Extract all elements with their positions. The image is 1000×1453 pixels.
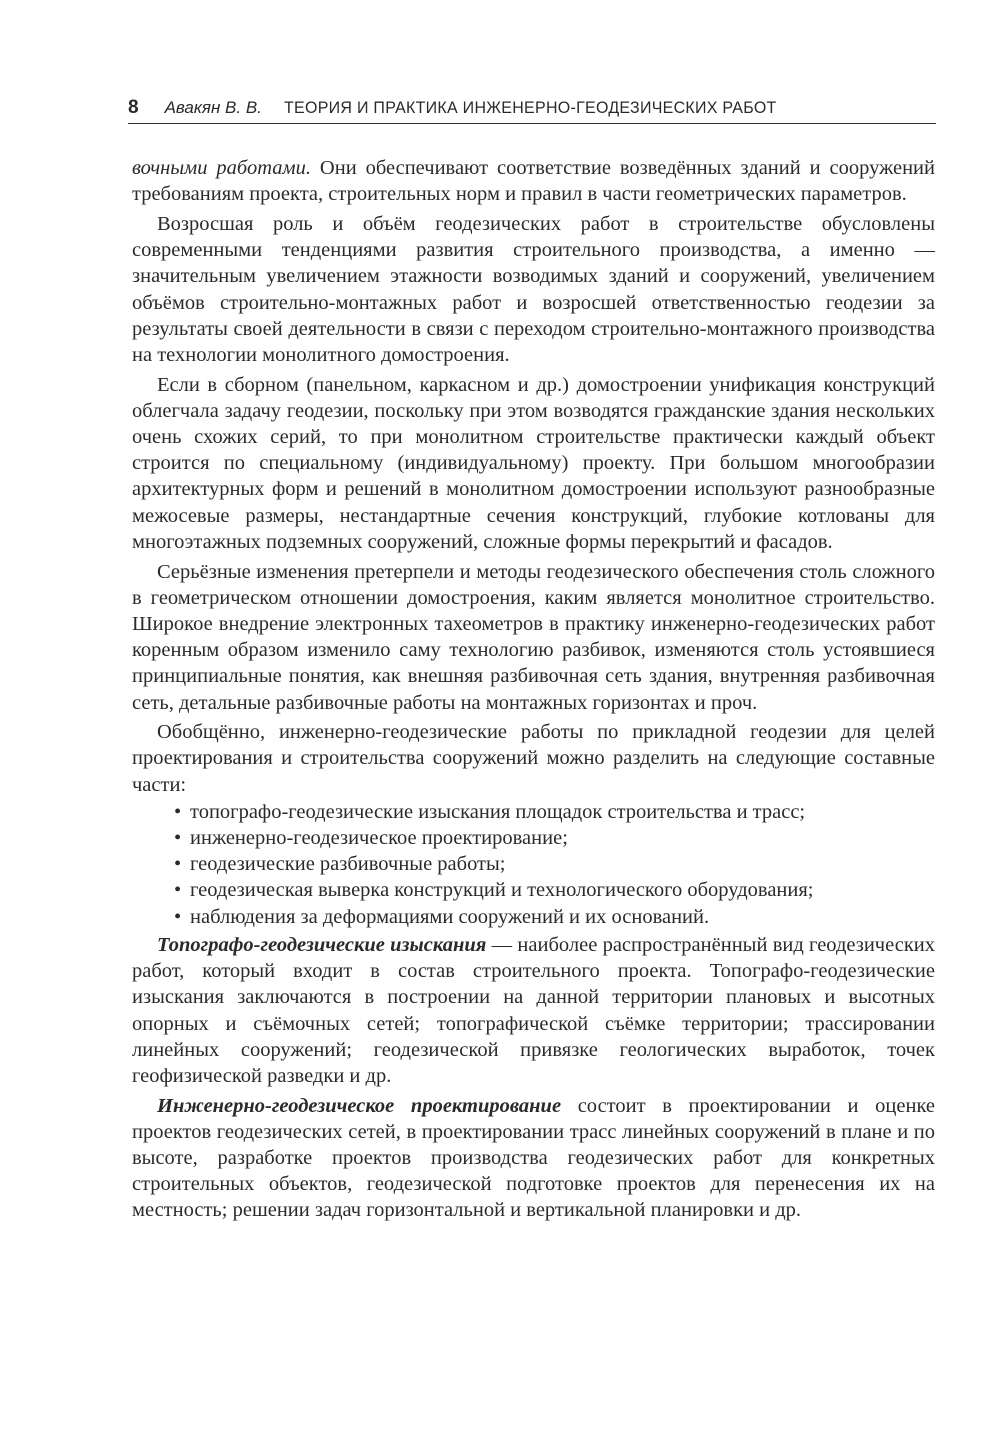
list-item-text: геодезические разбивочные работы; — [190, 853, 506, 876]
paragraph-prefab-vs-monolithic: Если в сборном (панельном, каркасном и др.) домостроении унификация конструкций облегчала задачу геодезии, поскольку при этом возводятся гражданские здания нескольких очень схожих серий, то при монолитном строительстве практически каждый объект строится по специальному (индивидуальному) проекту. При большом многообразии архитектурных форм и решений в монолитном домостроении используют разнообразные межосевые размеры, нестандартные сечения конструкций, глубокие котлованы для многоэтажных подземных сооружений, сложные формы перекрытий и фасадов. — [132, 373, 935, 553]
list-item — [132, 851, 935, 877]
paragraph-continuation — [132, 155, 935, 207]
list-item-text: наблюдения за деформациями сооружений и их оснований. — [190, 905, 710, 928]
paragraph-lead-italic: вочными работами. — [132, 157, 311, 179]
bullet-icon: • — [174, 853, 182, 876]
list-item — [132, 904, 935, 930]
bullet-icon: • — [174, 827, 182, 850]
bullet-icon: • — [174, 905, 182, 928]
page-number: 8 — [128, 97, 139, 118]
bullet-icon: • — [174, 800, 182, 823]
author-name: Авакян В. В. — [164, 98, 262, 117]
list-item-text: инженерно-геодезическое проектирование; — [190, 827, 568, 850]
paragraph-growing-role: Возросшая роль и объём геодезических работ в строительстве обусловлены современными тенденциями развития строительного производства, а именно — значительным увеличением этажности возводимых зданий и сооружений, увеличением объёмов строительно-монтажных работ и возросшей ответственностью геодезии за результаты своей деятельности в связи с переходом строительно-монтажного производства на технологии монолитного домостроения. — [132, 212, 935, 366]
paragraph-text: Они обеспечивают соответствие возведённых зданий и сооружений требованиям проекта, строительных норм и правил в части геометрических параметров. — [132, 157, 935, 206]
list-item-text: топографо-геодезические изыскания площадок строительства и трасс; — [190, 800, 806, 823]
paragraph-methods-changes: Серьёзные изменения претерпели и методы геодезического обеспечения столь сложного в геометрическом отношении домостроения, каким является монолитное строительство. Широкое внедрение электронных тахеометров в практику инженерно-геодезических работ коренным образом изменило саму технологию разбивок, изменяются столь устоявшиеся принципиальные понятия, как внешняя разбивочная сеть здания, внутренняя разбивочная сеть, детальные разбивочные работы на монтажных горизонтах и проч. — [132, 560, 935, 714]
list-item — [132, 799, 935, 825]
running-header — [128, 93, 936, 124]
list-item-text: геодезическая выверка конструкций и технологического оборудования; — [190, 879, 814, 902]
bullet-icon: • — [174, 879, 182, 902]
page-body — [132, 155, 935, 1224]
term-topographic-surveys: Топографо-геодезические изыскания — [157, 933, 487, 956]
list-item — [132, 877, 935, 903]
book-title: ТЕОРИЯ И ПРАКТИКА ИНЖЕНЕРНО-ГЕОДЕЗИЧЕСКИХ РАБОТ — [283, 98, 777, 117]
paragraph-text: — наиболее распространённый вид геодезических работ, который входит в состав строительного проекта. Топографо-геодезические изыскания заключаются в построении на данной территории плановых и высотных опорных и съёмочных сетей; топографической съёмке территории; трассировании линейных сооружений; геодезической привязке геологических выработок, точек геофизической разведки и др. — [132, 933, 936, 1087]
paragraph-geodetic-design — [132, 1093, 935, 1224]
list-item — [132, 825, 935, 851]
term-geodetic-design: Инженерно-геодезическое проектирование — [157, 1094, 562, 1117]
work-parts-list — [132, 799, 935, 930]
paragraph-text: состоит в проектировании и оценке проектов геодезических сетей, в проектировании трасс линейных сооружений в плане и по высоте, разработке проектов производства геодезических работ для конкретных строительных объектов, геодезической подготовке проектов для перенесения их на местность; решении задач горизонтальной и вертикальной планировки и др. — [132, 1094, 935, 1222]
paragraph-summary-intro: Обобщённо, инженерно-геодезические работы по прикладной геодезии для целей проектирования и строительства сооружений можно разделить на следующие составные части: — [132, 721, 935, 796]
paragraph-topographic-surveys — [132, 932, 935, 1089]
